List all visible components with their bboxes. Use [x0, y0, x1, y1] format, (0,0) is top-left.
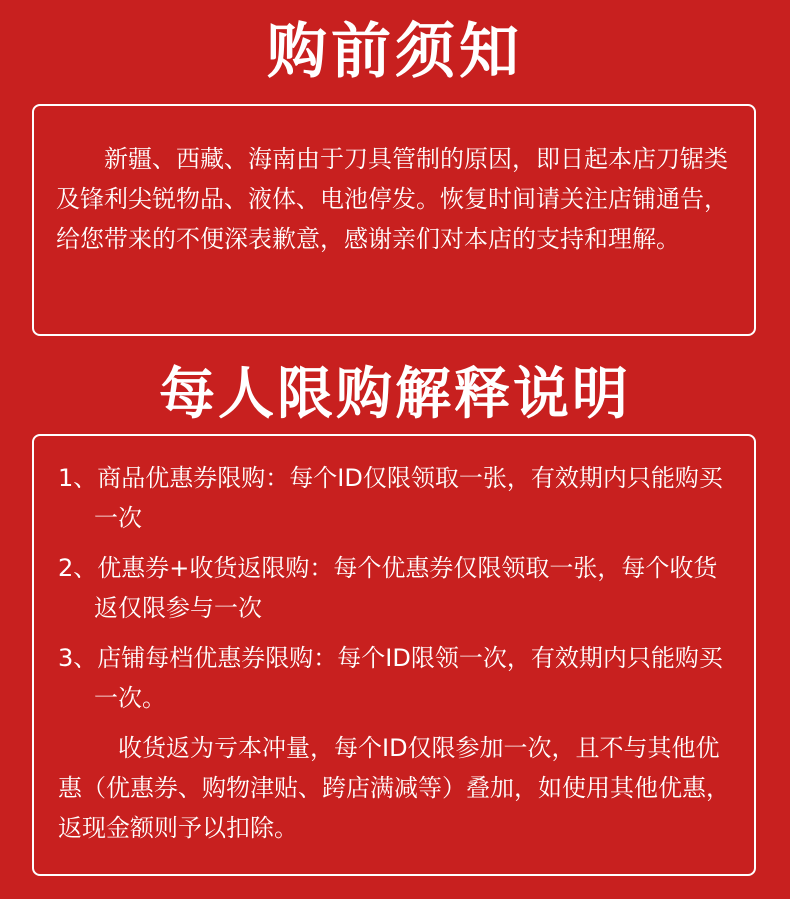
- notice-title: 购前须知: [267, 17, 523, 87]
- limits-note: 收货返为亏本冲量，每个ID仅限参加一次，且不与其他优惠（优惠券、购物津贴、跨店满减等）叠加，如使用其他优惠，返现金额则予以扣除。: [58, 734, 730, 842]
- limits-title: 每人限购解释说明: [159, 362, 631, 427]
- notice-box: [32, 104, 756, 336]
- limit-item-3: 3、店铺每档优惠券限购：每个ID限领一次，有效期内只能购买一次。: [58, 644, 723, 712]
- limit-item-2: 2、优惠券+收货返限购：每个优惠券仅限领取一张，每个收货返仅限参与一次: [58, 554, 718, 622]
- limit-item-1: 1、商品优惠券限购：每个ID仅限领取一张，有效期内只能购买一次: [58, 464, 723, 532]
- limits-box: [32, 434, 756, 876]
- notice-text: 新疆、西藏、海南由于刀具管制的原因，即日起本店刀锯类及锋利尖锐物品、液体、电池停发。恢复时间请关注店铺通告，给您带来的不便深表歉意，感谢亲们对本店的支持和理解。: [56, 145, 728, 253]
